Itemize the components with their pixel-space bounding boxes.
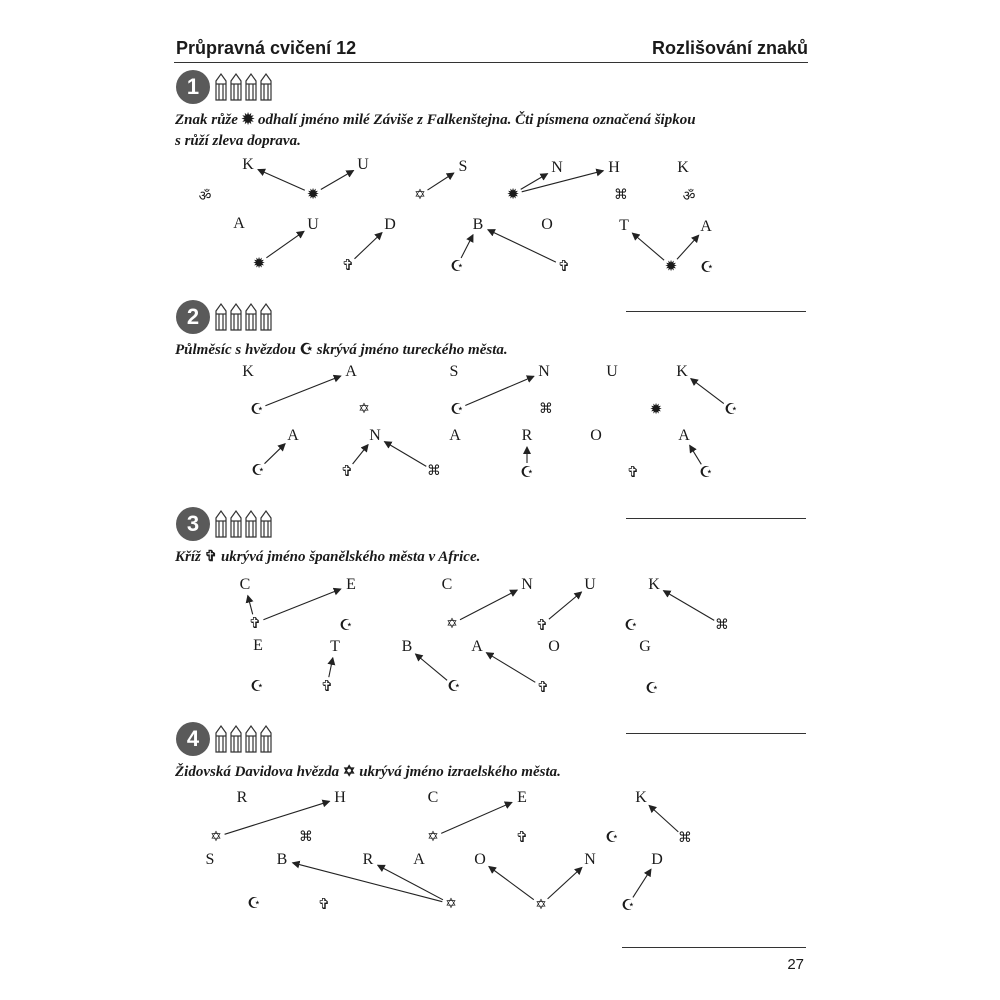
letter: O xyxy=(474,851,486,868)
letter: A xyxy=(471,638,483,655)
arrow xyxy=(465,376,534,405)
arrow xyxy=(633,869,651,897)
arrow xyxy=(649,805,678,832)
om-icon: ॐ xyxy=(198,188,212,205)
arrow xyxy=(632,233,664,260)
crescent-icon: ☪ xyxy=(605,828,619,846)
letter: U xyxy=(357,156,369,173)
arrow xyxy=(353,445,369,464)
letter: B xyxy=(276,851,288,868)
letter: N xyxy=(521,576,533,593)
letter: E xyxy=(517,789,527,806)
arrow xyxy=(266,231,304,257)
arrow xyxy=(549,592,582,619)
letter: U xyxy=(584,576,596,593)
arrow xyxy=(488,230,556,262)
crescent-icon: ☪ xyxy=(251,461,265,479)
letter: O xyxy=(548,638,560,655)
exercise-1-instruction: Znak růže ✹ odhalí jméno milé Záviše z Falkenštejna. Čti písmena označená šipkou s růží zleva doprava. xyxy=(175,112,696,149)
cross-icon: ✞ xyxy=(317,895,331,913)
letter: N xyxy=(584,851,596,868)
arrow xyxy=(690,445,702,464)
arrow xyxy=(489,867,534,900)
star-of-david-icon: ✡ xyxy=(535,897,547,913)
crescent-icon: ☪ xyxy=(450,400,464,418)
letter: D xyxy=(651,851,663,868)
rose-icon: ✹ xyxy=(241,112,255,128)
letter: B xyxy=(401,638,413,655)
arrow xyxy=(329,658,333,677)
cross-icon: ✞ xyxy=(535,616,549,634)
letter: N xyxy=(551,159,563,176)
exercise-3-instruction: Kříž ✞ ukrývá jméno španělského města v Africe. xyxy=(175,549,481,565)
command-icon: ⌘ xyxy=(678,830,692,846)
star-of-david-icon: ✡ xyxy=(446,616,458,632)
rose-icon: ✹ xyxy=(506,185,520,203)
cross-icon: ✞ xyxy=(515,828,529,846)
letter: K xyxy=(677,159,689,176)
crescent-icon: ☪ xyxy=(624,616,638,634)
crescent-icon: ☪ xyxy=(250,677,264,695)
command-icon: ⌘ xyxy=(427,463,441,479)
crescent-icon: ☪ xyxy=(621,896,635,914)
rose-icon: ✹ xyxy=(649,400,663,418)
letter: R xyxy=(362,851,374,868)
letter: A xyxy=(678,427,690,444)
cross-icon: ✞ xyxy=(248,614,262,632)
cross-icon: ✞ xyxy=(341,256,355,274)
page-title: Průpravná cvičení 12 xyxy=(176,38,357,58)
letter: N xyxy=(369,427,381,444)
arrow xyxy=(521,174,548,190)
crescent-icon: ☪ xyxy=(250,400,264,418)
exercise-number-4: 4 xyxy=(176,722,210,756)
arrow xyxy=(441,802,512,833)
rose-icon: ✹ xyxy=(664,257,678,275)
arrow xyxy=(460,590,517,620)
star-of-david-icon: ✡ xyxy=(414,187,426,203)
star-of-david-icon: ✡ xyxy=(427,829,439,845)
command-icon: ⌘ xyxy=(715,617,729,633)
letter: R xyxy=(521,427,533,444)
arrow xyxy=(385,442,427,467)
arrow xyxy=(248,596,253,615)
letter: U xyxy=(307,216,319,233)
cross-icon: ✞ xyxy=(340,462,354,480)
arrow xyxy=(677,235,699,259)
letter: S xyxy=(205,851,215,868)
page-number: 27 xyxy=(787,956,804,973)
letter: T xyxy=(619,217,629,234)
cross-icon: ✞ xyxy=(536,678,550,696)
letter: C xyxy=(239,576,251,593)
arrow xyxy=(265,376,340,406)
letter: A xyxy=(233,215,245,232)
command-icon: ⌘ xyxy=(299,829,313,845)
exercise-4-instruction: Židovská Davidova hvězda ✡ ukrývá jméno izraelského města. xyxy=(175,764,561,780)
crescent-icon: ☪ xyxy=(699,463,713,481)
letter: H xyxy=(334,789,346,806)
letter: O xyxy=(541,216,553,233)
arrow xyxy=(691,379,724,404)
crescent-icon: ☪ xyxy=(299,342,314,358)
arrow xyxy=(355,233,383,259)
om-icon: ॐ xyxy=(682,188,696,205)
letter: D xyxy=(384,216,396,233)
crescent-icon: ☪ xyxy=(724,400,738,418)
crescent-icon: ☪ xyxy=(450,257,464,275)
arrow xyxy=(378,865,443,900)
command-icon: ⌘ xyxy=(539,401,553,417)
rose-icon: ✹ xyxy=(306,185,320,203)
arrow xyxy=(265,444,286,464)
arrow xyxy=(225,801,330,834)
letter: N xyxy=(538,363,550,380)
letter: H xyxy=(608,159,620,176)
letter: A xyxy=(449,427,461,444)
star-of-david-icon: ✡ xyxy=(210,829,222,845)
crescent-icon: ☪ xyxy=(447,677,461,695)
arrow xyxy=(263,589,340,620)
arrow xyxy=(321,171,354,190)
crescent-icon: ☪ xyxy=(645,679,659,697)
star-of-david-icon: ✡ xyxy=(445,896,457,912)
letter: A xyxy=(700,218,712,235)
arrow xyxy=(461,235,473,258)
letter: K xyxy=(648,576,660,593)
letter: A xyxy=(413,851,425,868)
arrow xyxy=(548,867,582,899)
arrow xyxy=(486,653,535,683)
crescent-icon: ☪ xyxy=(700,258,714,276)
arrow xyxy=(664,591,715,621)
star-of-david-icon: ✡ xyxy=(358,401,370,417)
rose-icon: ✹ xyxy=(252,254,266,272)
crescent-icon: ☪ xyxy=(339,616,353,634)
letter: A xyxy=(287,427,299,444)
exercise-number-1: 1 xyxy=(176,70,210,104)
letter: R xyxy=(236,789,248,806)
letter: E xyxy=(253,637,263,654)
letter: A xyxy=(345,363,357,380)
letter: C xyxy=(441,576,453,593)
letter: K xyxy=(242,156,254,173)
letter: T xyxy=(330,638,340,655)
cross-icon: ✞ xyxy=(204,549,218,565)
exercise-number-3: 3 xyxy=(176,507,210,541)
letter: K xyxy=(635,789,647,806)
arrow xyxy=(258,170,305,191)
letter: U xyxy=(606,363,618,380)
exercise-2-instruction: Půlměsíc s hvězdou ☪ skrývá jméno tureckého města. xyxy=(175,342,508,358)
letter: K xyxy=(676,363,688,380)
letter: G xyxy=(639,638,651,655)
arrow xyxy=(293,863,443,902)
letter: S xyxy=(458,158,468,175)
arrow xyxy=(416,654,448,680)
letter: K xyxy=(242,363,254,380)
cross-icon: ✞ xyxy=(626,463,640,481)
letter: B xyxy=(472,216,484,233)
letter: C xyxy=(427,789,439,806)
exercise-number-2: 2 xyxy=(176,300,210,334)
letter: E xyxy=(346,576,356,593)
crescent-icon: ☪ xyxy=(247,894,261,912)
letter: S xyxy=(449,363,459,380)
command-icon: ⌘ xyxy=(614,187,628,203)
section-title: Rozlišování znaků xyxy=(651,38,808,58)
star-of-david-icon: ✡ xyxy=(342,764,356,780)
cross-icon: ✞ xyxy=(320,677,334,695)
arrow xyxy=(428,173,454,190)
cross-icon: ✞ xyxy=(557,257,571,275)
letter: O xyxy=(590,427,602,444)
crescent-icon: ☪ xyxy=(520,463,534,481)
